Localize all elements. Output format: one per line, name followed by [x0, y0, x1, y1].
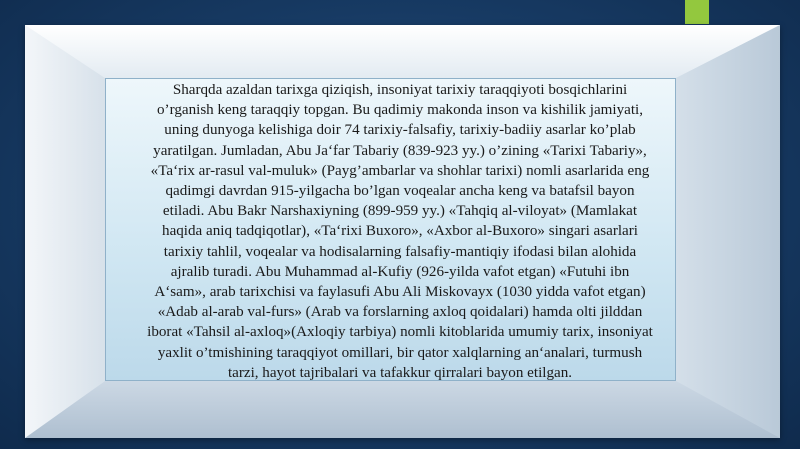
bevel-left	[25, 25, 105, 438]
bevel-top	[25, 25, 780, 78]
bevel-bottom	[25, 381, 780, 438]
accent-tab	[685, 0, 709, 24]
body-paragraph: Sharqda azaldan tarixga qiziqish, insoniyat tarixiy taraqqiyoti bosqichlarini o’rganish keng taraqqiy topgan. Bu qadimiy makonda inson va kishilik jamiyati, uning dunyoga kelishiga doir 74 tarixiy-falsafiy, tarixiy-badiiy asarlar ko’plab yaratilgan. Jumladan, Abu Ja‘far Tabariy (839-923 yy.) o’zining «Tarixi Tabariy», «Ta‘rix ar-rasul val-muluk» (Payg’ambarlar va shohlar tarixi) nomli asarlarida eng qadimgi davrdan 915-yilgacha bo’lgan voqealar ancha keng va batafsil bayon etiladi. Abu Bakr Narshaxiyning (899-959 yy.) «Tahqiq al-viloyat» (Mamlakat haqida aniq tadqiqotlar), «Ta‘rixi Buxoro», «Axbor al-Buxoro» singari asarlari tarixiy tahlil, voqealar va hodisalarning falsafiy-mantiqiy ifodasi bilan alohida ajralib turadi. Abu Muhammad al-Kufiy (926-yilda vafot etgan) «Futuhi ibn A‘sam», arab tarixchisi va faylasufi Abu Ali Miskovayx (1030 yidda vafot etgan) «Adab al-arab val-furs» (Arab va forslarning axloq qoidalari) hamda olti jilddan iborat «Tahsil al-axloq»(Axloqiy tarbiya) nomli kitoblarida umumiy tarix, insoniyat yaxlit o’tmishining taraqqiyot omillari, bir qator xalqlarning an‘analari, turmush tarzi, hayot tajribalari va tafakkur qirralari bayon etilgan.	[147, 82, 653, 381]
